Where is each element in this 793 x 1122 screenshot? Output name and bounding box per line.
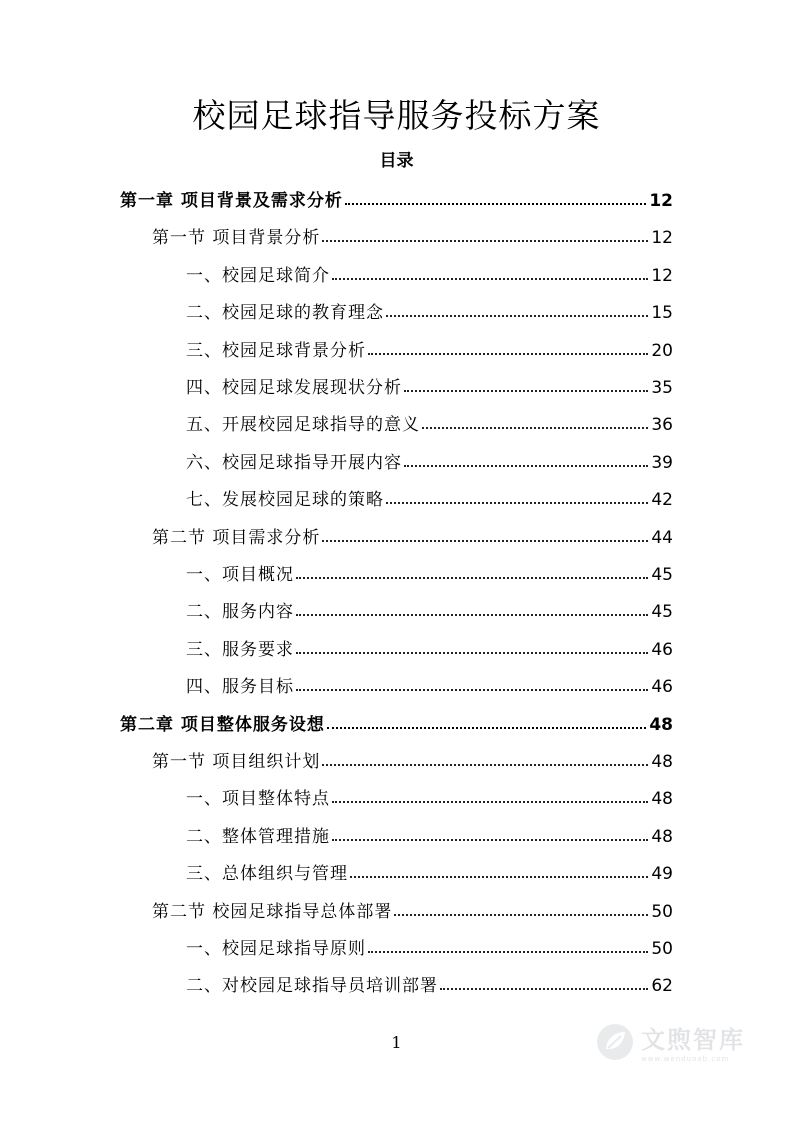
- toc-entry-page: 46: [651, 677, 673, 698]
- toc-entry-page: 42: [651, 490, 673, 511]
- toc-leader-dots: [332, 839, 648, 841]
- toc-entry-page: 50: [651, 939, 673, 959]
- toc-entry[interactable]: [186, 630, 673, 660]
- toc-leader-dots: [322, 240, 648, 242]
- toc-entry[interactable]: [186, 331, 673, 361]
- watermark: [595, 1020, 745, 1063]
- toc-leader-dots: [368, 353, 648, 355]
- toc-entry-page: 36: [651, 415, 673, 436]
- toc-leader-dots: [386, 315, 648, 317]
- toc-entry-label: 七、发展校园足球的策略: [186, 490, 384, 511]
- toc-entry[interactable]: [152, 892, 673, 922]
- toc-entry-page: 50: [651, 901, 673, 922]
- toc-entry[interactable]: [186, 405, 673, 435]
- toc-entry-page: 12: [649, 191, 673, 211]
- toc-entry-label: 三、服务要求: [186, 639, 294, 660]
- toc-entry-page: 20: [651, 340, 673, 361]
- toc-entry-label: 三、总体组织与管理: [186, 864, 348, 885]
- toc-entry[interactable]: [186, 592, 673, 622]
- watermark-subtext: www.wenduoab.com: [641, 1055, 730, 1063]
- toc-entry[interactable]: [186, 555, 673, 585]
- toc-heading: 目录: [379, 151, 414, 171]
- toc-entry-label: 六、校园足球指导开展内容: [186, 452, 402, 473]
- document-title: 校园足球指导服务投标方案: [192, 96, 601, 135]
- toc-entry[interactable]: [152, 518, 673, 548]
- toc-entry-label: 第二章 项目整体服务设想: [120, 714, 325, 735]
- toc-entry-label: 第一节 项目组织计划: [152, 752, 321, 772]
- toc-entry[interactable]: [186, 817, 673, 847]
- toc-entry-label: 第一节 项目背景分析: [152, 228, 321, 249]
- toc-leader-dots: [296, 614, 648, 616]
- toc-leader-dots: [322, 540, 648, 542]
- toc-entry-page: 49: [651, 864, 673, 885]
- toc-entry-page: 12: [651, 228, 673, 249]
- toc-leader-dots: [296, 577, 648, 579]
- toc-entry[interactable]: [186, 854, 673, 884]
- toc-entry[interactable]: [186, 368, 673, 398]
- toc-entry[interactable]: [152, 742, 673, 772]
- toc-entry-page: 39: [651, 452, 673, 473]
- toc-entry-page: 46: [651, 639, 673, 660]
- toc-entry-page: 48: [649, 714, 673, 735]
- toc-entry[interactable]: [120, 181, 673, 211]
- toc-entry[interactable]: [186, 480, 673, 510]
- toc-entry-label: 四、校园足球发展现状分析: [186, 378, 402, 398]
- toc-entry-label: 第一章 项目背景及需求分析: [120, 191, 343, 211]
- toc-entry[interactable]: [186, 443, 673, 473]
- toc-leader-dots: [368, 951, 648, 953]
- toc-entry-label: 第二节 校园足球指导总体部署: [152, 901, 393, 922]
- toc-entry-label: 三、校园足球背景分析: [186, 340, 366, 361]
- toc-entry[interactable]: [186, 966, 673, 996]
- toc-entry-label: 一、校园足球简介: [186, 265, 330, 286]
- watermark-text: 文煦智库: [641, 1026, 745, 1054]
- toc-leader-dots: [296, 652, 648, 654]
- toc-entry-page: 45: [651, 602, 673, 623]
- toc-leader-dots: [404, 465, 648, 467]
- toc-entry-page: 48: [651, 789, 673, 810]
- toc-entry-page: 62: [651, 976, 673, 997]
- toc-entry-label: 二、整体管理措施: [186, 826, 330, 847]
- toc-entry-page: 15: [651, 303, 673, 324]
- toc-leader-dots: [404, 390, 648, 392]
- toc-entry-label: 二、对校园足球指导员培训部署: [186, 976, 438, 997]
- toc-entry-label: 二、校园足球的教育理念: [186, 303, 384, 324]
- toc-entry[interactable]: [186, 667, 673, 697]
- toc-leader-dots: [327, 727, 646, 729]
- toc-entry[interactable]: [186, 779, 673, 809]
- page-number: 1: [391, 1033, 402, 1052]
- toc-entry-page: 12: [651, 265, 673, 286]
- toc-leader-dots: [350, 876, 648, 878]
- toc-leader-dots: [296, 689, 648, 691]
- toc-entry-label: 一、校园足球指导原则: [186, 939, 366, 959]
- toc-entry[interactable]: [152, 218, 673, 248]
- toc-entry[interactable]: [186, 929, 673, 959]
- toc-leader-dots: [322, 764, 648, 766]
- toc-entry-label: 五、开展校园足球指导的意义: [186, 415, 420, 436]
- toc-entry-page: 35: [651, 378, 673, 398]
- toc-leader-dots: [332, 801, 648, 803]
- toc-leader-dots: [332, 278, 648, 280]
- toc-entry-page: 44: [651, 527, 673, 548]
- toc-entry-label: 一、项目整体特点: [186, 789, 330, 810]
- toc-entry-label: 二、服务内容: [186, 602, 294, 623]
- toc-leader-dots: [422, 427, 648, 429]
- toc-leader-dots: [394, 914, 648, 916]
- leaf-logo-icon: [595, 1022, 635, 1062]
- toc-entry[interactable]: [186, 293, 673, 323]
- toc-entry-label: 第二节 项目需求分析: [152, 527, 321, 548]
- toc-leader-dots: [345, 203, 646, 205]
- toc-entry-label: 一、项目概况: [186, 565, 294, 585]
- toc-entry-label: 四、服务目标: [186, 677, 294, 698]
- toc-entry-page: 48: [651, 752, 673, 772]
- toc-entry[interactable]: [186, 256, 673, 286]
- toc-entry-page: 45: [651, 565, 673, 585]
- toc-entry-page: 48: [651, 826, 673, 847]
- toc-leader-dots: [386, 502, 648, 504]
- toc-leader-dots: [440, 988, 648, 990]
- toc-entry[interactable]: [120, 705, 673, 735]
